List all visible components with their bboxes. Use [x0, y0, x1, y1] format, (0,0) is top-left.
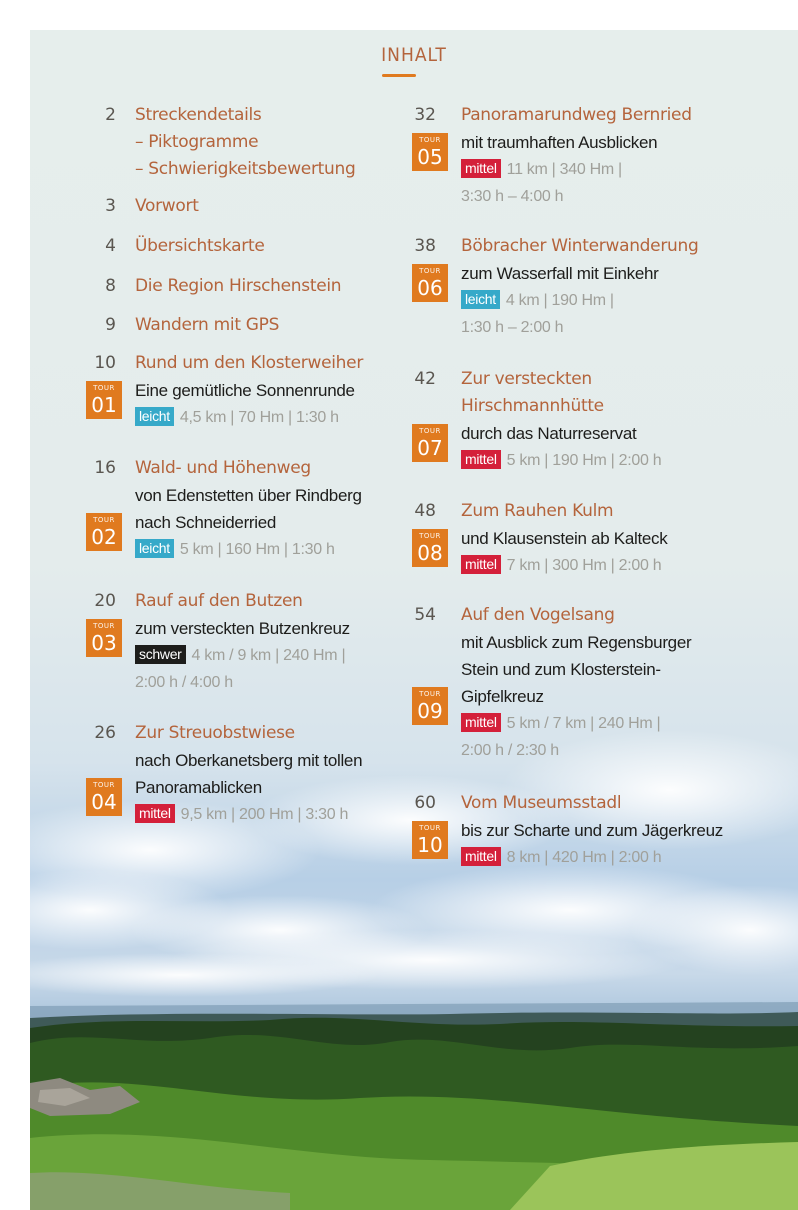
- tour-label: TOUR: [93, 781, 115, 789]
- page-number: 26: [94, 723, 116, 743]
- page-number: 16: [94, 458, 116, 478]
- tour-stats-text: 4 km / 9 km | 240 Hm |: [191, 647, 346, 664]
- entry-text: [461, 102, 791, 210]
- tour-stats: [461, 844, 791, 871]
- tour-stats: [461, 447, 791, 474]
- tour-label: TOUR: [93, 516, 115, 524]
- page-number: 48: [414, 501, 436, 521]
- entry-text: [461, 498, 791, 579]
- entry-subtitle: Eine gemütliche Sonnenrunde: [135, 381, 355, 400]
- entry-text: [461, 366, 791, 474]
- entry-subtitle: bis zur Scharte und zum Jägerkreuz: [461, 821, 723, 840]
- tour-label: TOUR: [419, 427, 441, 435]
- entry-title[interactable]: Rund um den Klosterweiher: [135, 353, 364, 373]
- entry-subtitle: mit traumhaften Ausblicken: [461, 133, 658, 152]
- entry-title[interactable]: Auf den Vogelsang: [461, 605, 615, 625]
- tour-stats-text: 4 km | 190 Hm |: [505, 292, 614, 309]
- tour-stats-text: 11 km | 340 Hm |: [506, 161, 622, 178]
- tour-stats-text: 3:30 h – 4:00 h: [461, 188, 564, 205]
- tour-number: 01: [91, 393, 117, 417]
- tour-number-badge: [86, 513, 122, 551]
- tour-number: 05: [417, 145, 443, 169]
- difficulty-badge: mittel: [461, 847, 501, 866]
- tour-stats: [135, 642, 465, 669]
- difficulty-badge: leicht: [135, 407, 174, 426]
- entry-title[interactable]: Streckendetails: [135, 105, 262, 125]
- tour-label: TOUR: [419, 267, 441, 275]
- entry-title[interactable]: Wandern mit GPS: [135, 315, 280, 335]
- entry-subtitle: und Klausenstein ab Kalteck: [461, 529, 668, 548]
- entry-title[interactable]: Zur versteckten: [461, 369, 592, 389]
- tour-number: 07: [417, 436, 443, 460]
- page-number: 20: [94, 591, 116, 611]
- entry-subtitle: nach Oberkanetsberg mit tollen: [135, 751, 363, 770]
- tour-label: TOUR: [419, 532, 441, 540]
- entry-subtitle: zum Wasserfall mit Einkehr: [461, 264, 659, 283]
- tour-stats-text: 2:00 h / 2:30 h: [461, 742, 559, 759]
- toc-page: [30, 30, 798, 1210]
- entry-title[interactable]: Panoramarundweg Bernried: [461, 105, 692, 125]
- tour-number-badge: [86, 381, 122, 419]
- tour-stats-text: 4,5 km | 70 Hm | 1:30 h: [179, 409, 339, 426]
- tour-stats-text: 9,5 km | 200 Hm | 3:30 h: [180, 806, 349, 823]
- tour-stats-text: 1:30 h – 2:00 h: [461, 319, 564, 336]
- tour-number-badge: [412, 424, 448, 462]
- tour-number: 02: [91, 525, 117, 549]
- entry-text: [461, 602, 791, 764]
- entry-subtitle: von Edenstetten über Rindberg: [135, 486, 362, 505]
- tour-number: 03: [91, 631, 117, 655]
- tour-stats-text: 5 km | 160 Hm | 1:30 h: [179, 541, 335, 558]
- entry-subtitle: Panoramablicken: [135, 778, 262, 797]
- tour-stats-text: 8 km | 420 Hm | 2:00 h: [506, 849, 662, 866]
- difficulty-badge: mittel: [461, 713, 501, 732]
- tour-number-badge: [86, 619, 122, 657]
- page-number: 38: [414, 236, 436, 256]
- difficulty-badge: mittel: [461, 159, 501, 178]
- page-number: 2: [105, 105, 116, 125]
- tour-number-badge: [412, 687, 448, 725]
- tour-stats: [461, 287, 791, 314]
- entry-subtitle: Gipfelkreuz: [461, 687, 544, 706]
- entry-title[interactable]: Vorwort: [135, 196, 199, 216]
- tour-number-badge: [412, 821, 448, 859]
- tour-stats-text: 2:00 h / 4:00 h: [135, 674, 233, 691]
- page-number: 8: [105, 276, 116, 296]
- difficulty-badge: leicht: [135, 539, 174, 558]
- entry-subtitle: durch das Naturreservat: [461, 424, 637, 443]
- entry-title[interactable]: Zum Rauhen Kulm: [461, 501, 614, 521]
- tour-label: TOUR: [419, 136, 441, 144]
- entry-subitem: – Schwierigkeitsbewertung: [135, 159, 356, 179]
- tour-number-badge: [412, 133, 448, 171]
- entry-text: [461, 790, 791, 871]
- difficulty-badge: mittel: [461, 555, 501, 574]
- tour-number-badge: [86, 778, 122, 816]
- page-number: 42: [414, 369, 436, 389]
- difficulty-badge: schwer: [135, 645, 186, 664]
- difficulty-badge: leicht: [461, 290, 500, 309]
- entry-title[interactable]: Die Region Hirschenstein: [135, 276, 342, 296]
- difficulty-badge: mittel: [461, 450, 501, 469]
- entry-title[interactable]: Böbracher Winterwanderung: [461, 236, 699, 256]
- page-number: 54: [414, 605, 436, 625]
- page-number: 10: [94, 353, 116, 373]
- entry-text: [135, 312, 465, 339]
- entry-title[interactable]: Rauf auf den Butzen: [135, 591, 303, 611]
- entry-text: [461, 233, 791, 341]
- tour-stats: [461, 737, 791, 764]
- tour-stats: [461, 156, 791, 183]
- tour-label: TOUR: [419, 690, 441, 698]
- entry-title[interactable]: Wald- und Höhenweg: [135, 458, 311, 478]
- difficulty-badge: mittel: [135, 804, 175, 823]
- heading-underline: [382, 74, 416, 77]
- tour-stats: [461, 314, 791, 341]
- tour-number: 04: [91, 790, 117, 814]
- entry-title[interactable]: Übersichtskarte: [135, 236, 265, 256]
- tour-number: 08: [417, 541, 443, 565]
- tour-stats: [461, 710, 791, 737]
- entry-title[interactable]: Zur Streuobstwiese: [135, 723, 295, 743]
- page-number: 3: [105, 196, 116, 216]
- tour-number-badge: [412, 529, 448, 567]
- tour-stats-text: 7 km | 300 Hm | 2:00 h: [506, 557, 662, 574]
- tour-label: TOUR: [419, 824, 441, 832]
- tour-number: 06: [417, 276, 443, 300]
- entry-subtitle: zum versteckten Butzenkreuz: [135, 619, 350, 638]
- tour-stats-text: 5 km | 190 Hm | 2:00 h: [506, 452, 662, 469]
- page-number: 4: [105, 236, 116, 256]
- tour-number: 09: [417, 699, 443, 723]
- entry-title[interactable]: Vom Museumsstadl: [461, 793, 622, 813]
- tour-label: TOUR: [93, 384, 115, 392]
- entry-subtitle: mit Ausblick zum Regensburger: [461, 633, 692, 652]
- tour-stats: [461, 183, 791, 210]
- page-number: 32: [414, 105, 436, 125]
- tour-stats-text: 5 km / 7 km | 240 Hm |: [506, 715, 661, 732]
- tour-label: TOUR: [93, 622, 115, 630]
- tour-stats: [461, 552, 791, 579]
- entry-text: [135, 193, 465, 220]
- page-number: 60: [414, 793, 436, 813]
- landscape-photo: [30, 998, 798, 1210]
- entry-subtitle: Stein und zum Klosterstein-: [461, 660, 661, 679]
- entry-subtitle: nach Schneiderried: [135, 513, 277, 532]
- entry-title-line: Hirschmannhütte: [461, 396, 604, 416]
- page-number: 9: [105, 315, 116, 335]
- tour-number: 10: [417, 833, 443, 857]
- tour-number-badge: [412, 264, 448, 302]
- entry-subitem: – Piktogramme: [135, 132, 259, 152]
- page-heading: INHALT: [381, 44, 447, 66]
